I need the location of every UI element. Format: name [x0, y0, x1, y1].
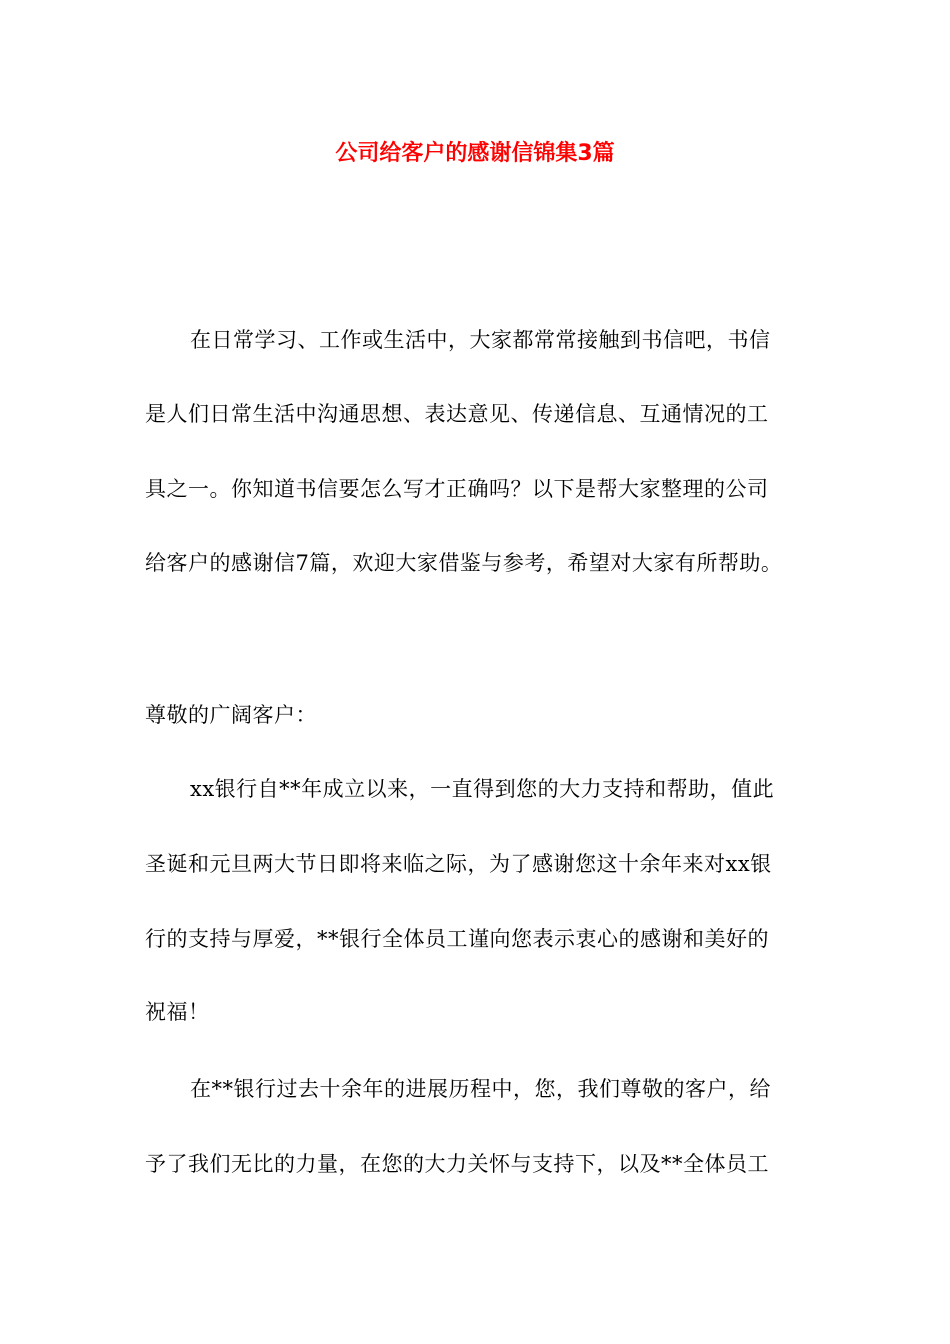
body-line-1: xx银行自**年成立以来，一直得到您的大力支持和帮助，值此: [190, 777, 775, 801]
body-line-6: 予了我们无比的力量，在您的大力关怀与支持下，以及**全体员工: [145, 1152, 769, 1176]
intro-line-3: 具之一。你知道书信要怎么写才正确吗？以下是帮大家整理的公司: [145, 477, 769, 501]
intro-line-1: 在日常学习、工作或生活中，大家都常常接触到书信吧，书信: [190, 328, 771, 352]
document-title: 公司给客户的感谢信锦集3篇: [335, 141, 615, 166]
body-line-2: 圣诞和元旦两大节日即将来临之际，为了感谢您这十余年来对xx银: [145, 852, 772, 876]
body-line-3: 行的支持与厚爱，**银行全体员工谨向您表示衷心的感谢和美好的: [145, 927, 769, 951]
intro-line-2: 是人们日常生活中沟通思想、表达意见、传递信息、互通情况的工: [145, 402, 769, 426]
body-line-5: 在**银行过去十余年的进展历程中，您，我们尊敬的客户，给: [190, 1077, 771, 1101]
body-line-4: 祝福！: [145, 1000, 210, 1024]
letter-salutation: 尊敬的广阔客户：: [145, 703, 317, 727]
intro-line-4: 给客户的感谢信7篇，欢迎大家借鉴与参考，希望对大家有所帮助。: [145, 551, 783, 575]
